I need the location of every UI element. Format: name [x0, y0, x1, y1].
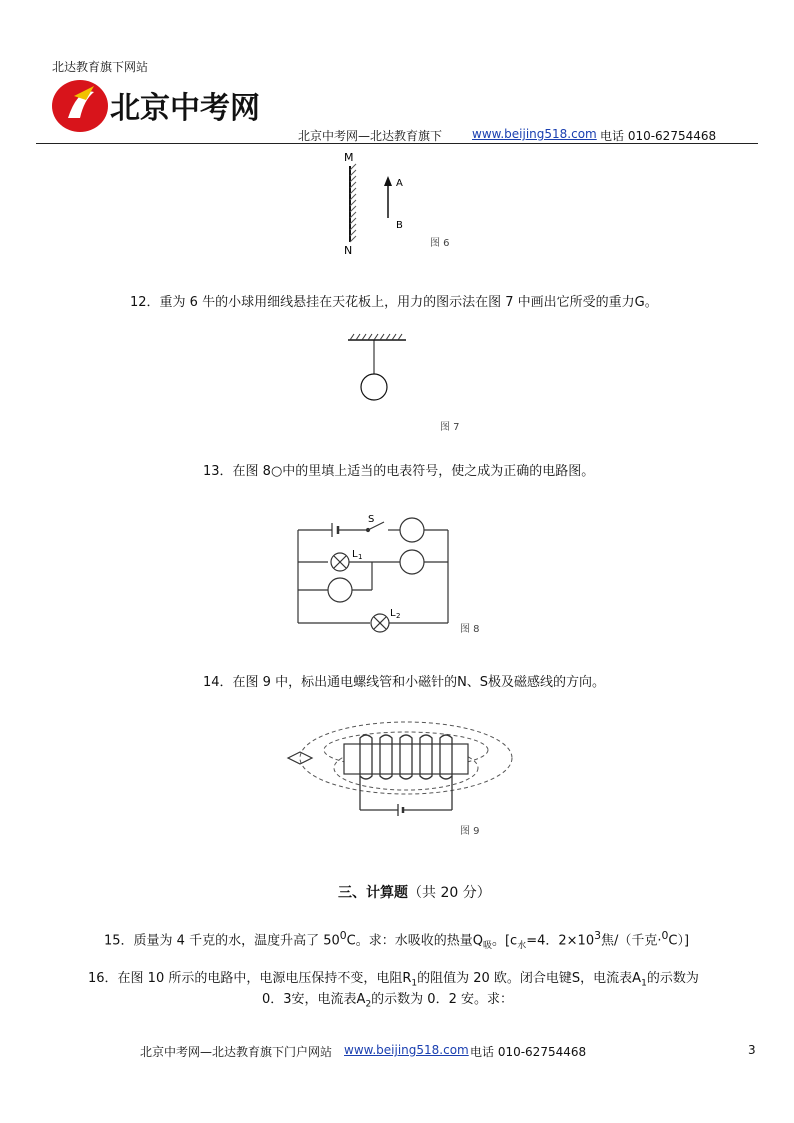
- q15-sub-water: 水: [517, 940, 527, 951]
- fig7-caption: 图 7: [440, 422, 460, 433]
- section-3-points: （共 20 分）: [408, 885, 491, 901]
- q15-sup-deg: 0: [339, 929, 347, 942]
- q16-line1-a: 16．在图 10 所示的电路中，电源电压保持不变，电阻R: [88, 971, 412, 986]
- question-12: 12．重为 6 牛的小球用细线悬挂在天花板上，用力的图示法在图 7 中画出它所受的重力G。: [130, 295, 658, 310]
- site-logo: [50, 78, 260, 134]
- fig6-caption: 图 6: [430, 238, 450, 249]
- header-site-name: 北京中考网—北达教育旗下: [298, 129, 443, 143]
- figure-6: [330, 148, 470, 260]
- fig7-ball: [361, 374, 387, 400]
- fig8-label-l1-sub: 1: [358, 553, 363, 561]
- footer-text: 北京中考网—北达教育旗下门户网站: [140, 1045, 333, 1059]
- q15-part-c: 。[c: [491, 933, 518, 949]
- fig6-label-a: A: [396, 178, 403, 189]
- fig9-compass-needle: [288, 752, 312, 764]
- q16-sub1-b: 1: [641, 978, 647, 989]
- figure-9: [284, 722, 524, 844]
- question-16-line-2: [262, 990, 513, 1015]
- fig9-solenoid: [344, 744, 468, 774]
- fig6-label-b: B: [396, 220, 403, 231]
- section-3-heading: [338, 882, 491, 902]
- fig6-label-n: N: [344, 244, 353, 257]
- question-14: 14．在图 9 中，标出通电螺线管和小磁针的N、S极及磁感线的方向。: [203, 675, 606, 690]
- header-url-link[interactable]: www.beijing518.com: [472, 127, 597, 141]
- fig8-label-l2: L: [390, 608, 396, 619]
- q15-sub-absorb: 吸: [482, 940, 492, 951]
- q16-sub1: 1: [411, 978, 418, 989]
- footer-url-link[interactable]: www.beijing518.com: [344, 1043, 469, 1057]
- section-3-title: 三、计算题: [338, 885, 408, 901]
- q15-part-f: C）]: [668, 933, 690, 949]
- q15-sup-deg-2: 0: [661, 929, 669, 942]
- figure-7: [340, 330, 480, 436]
- header-tagline: 北达教育旗下网站: [52, 60, 149, 74]
- fig8-caption: 图 8: [460, 624, 480, 635]
- q16-line1-b: 的阻值为 20 欧。闭合电键S，电流表A: [417, 971, 642, 986]
- question-13: 13．在图 8○中的里填上适当的电表符号，使之成为正确的电路图。: [203, 464, 595, 479]
- q16-line2-a: 0．3安，电流表A: [262, 992, 366, 1007]
- q15-part-b: C。求：水吸收的热量Q: [346, 933, 483, 949]
- logo-text: 北京中考网: [110, 91, 260, 126]
- fig9-caption: 图 9: [460, 826, 480, 837]
- fig8-label-l1: L: [352, 549, 358, 560]
- fig8-label-l2-sub: 2: [396, 612, 401, 620]
- q15-part-a: 15．质量为 4 千克的水，温度升高了 50: [104, 933, 340, 949]
- q16-line1-c: 的示数为: [646, 971, 699, 986]
- fig8-label-switch: S: [368, 514, 375, 525]
- header-phone: 电话 010-62754468: [600, 129, 717, 143]
- q15-part-e: 焦/（千克·: [601, 933, 662, 949]
- q16-line2-b: 的示数为 0．2 安。求：: [371, 992, 513, 1007]
- q15-sup3: 3: [594, 929, 601, 942]
- q16-sub2: 2: [365, 999, 372, 1010]
- footer-phone: 电话 010-62754468: [470, 1045, 587, 1059]
- question-15: [104, 926, 689, 956]
- page-number: 3: [748, 1043, 756, 1057]
- fig6-label-m: M: [344, 151, 354, 164]
- q15-part-d: =4．2×10: [526, 933, 595, 949]
- figure-8: [292, 510, 492, 645]
- header-rule: [36, 143, 758, 144]
